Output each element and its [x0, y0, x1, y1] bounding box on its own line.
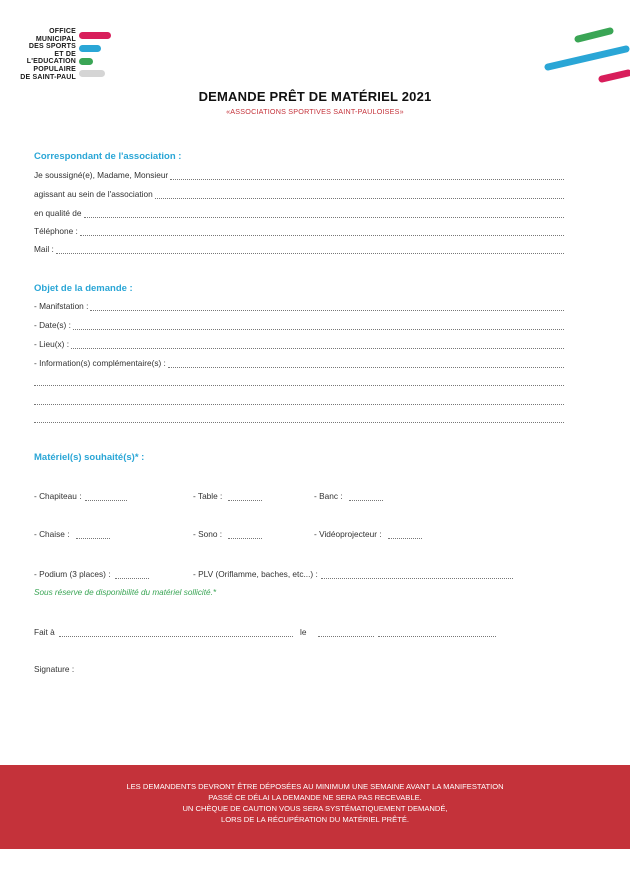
decor-bar-pink [602, 73, 628, 79]
field-label: - Lieu(x) : [34, 339, 70, 349]
logo-bar-green [79, 58, 93, 65]
fill-line [76, 529, 110, 539]
logo-bar-pink [79, 32, 111, 39]
logo-bar-gray [79, 70, 105, 77]
footer-line: UN CHÈQUE DE CAUTION VOUS SERA SYSTÉMATIQUEMENT DEMANDÉ, [182, 804, 448, 813]
footer-line: PASSÉ CE DÉLAI LA DEMANDE NE SERA PAS RECEVABLE. [208, 793, 422, 802]
item-label: - Sono : [193, 529, 223, 539]
logo-line: DE SAINT-PAUL [20, 73, 76, 81]
fill-line [321, 569, 513, 579]
fill-line [71, 339, 564, 349]
footer-notice [0, 765, 630, 849]
item-podium[interactable] [34, 569, 149, 582]
logo-line: ET DE [54, 50, 76, 58]
fill-line [170, 170, 564, 180]
field-label: Signature : [34, 664, 75, 674]
field-association[interactable] [34, 189, 564, 202]
item-label: - Podium (3 places) : [34, 569, 111, 579]
item-label: - Chaise : [34, 529, 70, 539]
item-chapiteau[interactable] [34, 491, 127, 504]
field-informations[interactable] [34, 358, 564, 371]
field-le[interactable] [300, 627, 496, 640]
fill-line [349, 491, 383, 501]
logo-line: MUNICIPAL [35, 35, 76, 43]
field-label: en qualité de [34, 208, 82, 218]
fill-line [115, 569, 149, 579]
fill-line [168, 358, 564, 368]
fill-line [378, 627, 496, 637]
field-fait-a[interactable] [34, 627, 293, 640]
field-label: le [300, 627, 307, 637]
fill-line [80, 226, 564, 236]
field-label: Téléphone : [34, 226, 78, 236]
item-plv[interactable] [193, 569, 513, 582]
section-materiel-heading: Matériel(s) souhaité(s)* : [34, 452, 145, 463]
field-label: - Date(s) : [34, 320, 71, 330]
page-subtitle: «ASSOCIATIONS SPORTIVES SAINT-PAULOISES» [226, 107, 404, 116]
logo-line: OFFICE [49, 28, 76, 35]
fill-line [34, 413, 564, 423]
field-informations-extra[interactable] [34, 413, 564, 426]
field-label: agissant au sein de l'association [34, 189, 153, 199]
item-chaise[interactable] [34, 529, 110, 542]
fill-line [155, 189, 564, 199]
decor-bar-green [578, 31, 610, 39]
field-label: Fait à [34, 627, 55, 637]
footer-line: LES DEMANDENTS DEVRONT ÊTRE DÉPOSÉES AU MINIMUM UNE SEMAINE AVANT LA MANIFESTATION [126, 782, 504, 791]
field-manifestation[interactable] [34, 301, 564, 314]
logo-line: DES SPORTS [28, 43, 76, 51]
item-table[interactable] [193, 491, 262, 504]
page-title: DEMANDE PRÊT DE MATÉRIEL 2021 [198, 89, 432, 104]
field-signature[interactable] [34, 664, 74, 677]
decor-bar-blue [548, 49, 626, 67]
logo-text [6, 28, 76, 81]
item-label: - PLV (Oriflamme, baches, etc...) : [193, 569, 318, 579]
fill-line [228, 491, 262, 501]
logo-line: POPULAIRE [33, 65, 76, 73]
item-videoprojecteur[interactable] [314, 529, 422, 542]
item-sono[interactable] [193, 529, 262, 542]
decor-bars [540, 25, 630, 85]
fill-line [34, 395, 564, 405]
item-label: - Chapiteau : [34, 491, 82, 501]
fill-line [85, 491, 127, 501]
field-label: - Information(s) complémentaire(s) : [34, 358, 166, 368]
item-banc[interactable] [314, 491, 383, 504]
field-lieux[interactable] [34, 339, 564, 352]
field-informations-extra[interactable] [34, 376, 564, 389]
fill-line [73, 320, 564, 330]
fill-line [34, 376, 564, 386]
field-telephone[interactable] [34, 226, 564, 239]
field-label: - Manifstation : [34, 301, 89, 311]
fill-line [56, 244, 564, 254]
field-dates[interactable] [34, 320, 564, 333]
logo-line: L'EDUCATION [26, 58, 76, 66]
fill-line [59, 627, 293, 637]
fill-line [228, 529, 262, 539]
field-mail[interactable] [34, 244, 564, 257]
field-label: Mail : [34, 244, 54, 254]
footer-line: LORS DE LA RÉCUPÉRATION DU MATÉRIEL PRÊTÉ. [220, 815, 410, 824]
fill-line [90, 301, 564, 311]
fill-line [318, 627, 374, 637]
item-label: - Banc : [314, 491, 343, 501]
field-qualite[interactable] [34, 208, 564, 221]
fill-line [84, 208, 564, 218]
availability-note: Sous réserve de disponibilité du matériel sollicité.* [34, 588, 217, 597]
field-informations-extra[interactable] [34, 395, 564, 408]
section-correspondant-heading: Correspondant de l'association : [34, 151, 182, 162]
field-soussigne[interactable] [34, 170, 564, 183]
logo-bar-blue [79, 45, 101, 52]
section-objet-heading: Objet de la demande : [34, 283, 133, 294]
item-label: - Table : [193, 491, 223, 501]
field-label: Je soussigné(e), Madame, Monsieur [34, 170, 169, 180]
fill-line [388, 529, 422, 539]
item-label: - Vidéoprojecteur : [314, 529, 382, 539]
